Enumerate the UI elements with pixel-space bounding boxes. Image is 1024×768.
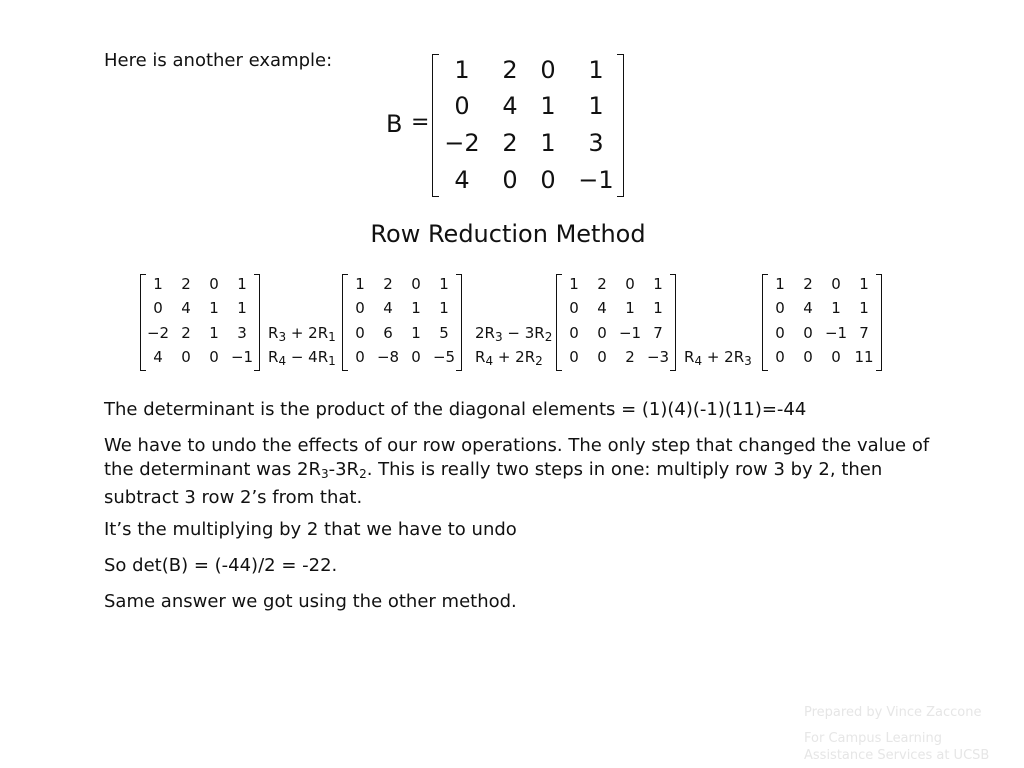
method-title: Row Reduction Method <box>370 220 646 248</box>
step-matrix-cell: 1 <box>653 299 663 317</box>
operation-text: − 3R <box>502 324 545 342</box>
operation-subscript: 3 <box>744 354 752 368</box>
step-matrix-cell: 1 <box>411 299 421 317</box>
step-matrix-cell: −2 <box>146 324 170 342</box>
operation-text: R <box>268 324 279 342</box>
matrix-b-cell: 4 <box>502 92 518 120</box>
step-matrix-cell: 2 <box>383 275 393 293</box>
step-matrix-cell: 7 <box>653 324 663 342</box>
undo-sub-1: 3 <box>320 467 329 481</box>
step-matrix-cell: −1 <box>824 324 848 342</box>
matrix-b-cell: 2 <box>502 56 518 84</box>
undo-sub-2: 2 <box>359 467 367 481</box>
step-matrix-cell: 0 <box>209 275 219 293</box>
step-matrix-cell: 4 <box>153 348 163 366</box>
undo-text-3: . This is really two steps in one: multiply row 3 by 2, then subtract 3 row 2’s from that. <box>104 459 883 508</box>
step-matrix-cell: 7 <box>859 324 869 342</box>
step-matrix-cell: 1 <box>153 275 163 293</box>
operation-text: R <box>475 348 486 366</box>
step-matrix-cell: 3 <box>237 324 247 342</box>
matrix-b-cell: 1 <box>454 56 470 84</box>
step-matrix-cell: 0 <box>209 348 219 366</box>
step-matrix-cell: 0 <box>775 299 785 317</box>
step-matrix-cell: −5 <box>432 348 456 366</box>
same-answer-line: Same answer we got using the other method. <box>104 591 517 612</box>
operation-subscript: 2 <box>544 330 553 344</box>
operation-text: + 2R <box>286 324 329 342</box>
step-matrix-cell: 0 <box>831 348 841 366</box>
row-operation <box>684 347 752 371</box>
step-matrix-cell: 0 <box>569 299 579 317</box>
step-matrix-cell: 2 <box>181 275 191 293</box>
matrix-b-cell: 0 <box>540 166 556 194</box>
step-matrix-cell: 1 <box>831 299 841 317</box>
step-matrix-cell: 4 <box>597 299 607 317</box>
matrix-b-cell: 1 <box>540 129 556 157</box>
matrix-b-cell: 3 <box>588 129 604 157</box>
step-matrix-cell: 1 <box>209 324 219 342</box>
step-matrix-cell: 2 <box>597 275 607 293</box>
operation-subscript: 4 <box>278 354 287 368</box>
matrix-b-cell: −1 <box>578 166 614 194</box>
step-matrix-cell: 1 <box>439 275 449 293</box>
matrix-b-cell: 1 <box>540 92 556 120</box>
matrix-b-cell: −2 <box>444 129 480 157</box>
undo-paragraph <box>104 434 954 510</box>
undo-text-2: -3R <box>328 459 360 480</box>
operation-subscript: 4 <box>694 354 703 368</box>
operation-text: + 2R <box>493 348 536 366</box>
step-matrix-cell: 1 <box>237 299 247 317</box>
step-matrix-cell: 0 <box>597 348 607 366</box>
operation-subscript: 2 <box>535 354 543 368</box>
matrix-b-cell: 1 <box>588 56 604 84</box>
step-matrix-cell: 1 <box>411 324 421 342</box>
step-matrix-cell: 11 <box>854 348 874 366</box>
step-matrix <box>342 274 462 371</box>
step-matrix-cell: 0 <box>569 324 579 342</box>
step-matrix-cell: 1 <box>653 275 663 293</box>
step-matrix-cell: 2 <box>625 348 635 366</box>
step-matrix-cell: 0 <box>625 275 635 293</box>
step-matrix-cell: 2 <box>181 324 191 342</box>
operation-subscript: 1 <box>328 330 336 344</box>
operation-subscript: 3 <box>278 330 287 344</box>
matrix-b-cell: 1 <box>588 92 604 120</box>
step-matrix-cell: 0 <box>355 324 365 342</box>
step-matrix <box>140 274 260 371</box>
step-matrix-cell: 1 <box>237 275 247 293</box>
step-matrix-cell: 0 <box>355 299 365 317</box>
step-matrix-cell: 6 <box>383 324 393 342</box>
step-matrix-cell: 5 <box>439 324 449 342</box>
step-matrix <box>556 274 676 371</box>
matrix-b-cell: 0 <box>502 166 518 194</box>
step-matrix-cell: 1 <box>859 275 869 293</box>
credit-line-2: For Campus Learning <box>804 731 942 746</box>
operation-subscript: 1 <box>328 354 336 368</box>
credit-line-1: Prepared by Vince Zaccone <box>804 705 982 720</box>
undo-text-1: We have to undo the effects of our row operations. The only step that changed the value of the determinant was 2R <box>104 435 930 480</box>
step-matrix-cell: 0 <box>181 348 191 366</box>
det-line: So det(B) = (-44)/2 = -22. <box>104 555 338 576</box>
step-matrix-cell: −1 <box>618 324 642 342</box>
multiply-line: It’s the multiplying by 2 that we have to undo <box>104 519 517 540</box>
step-matrix-cell: 0 <box>569 348 579 366</box>
step-matrix-cell: 0 <box>411 275 421 293</box>
step-matrix-cell: 0 <box>803 324 813 342</box>
operation-text: + 2R <box>702 348 745 366</box>
matrix-b <box>432 54 624 197</box>
step-matrix-cell: 0 <box>831 275 841 293</box>
step-matrix-cell: 0 <box>355 348 365 366</box>
matrix-b-cell: 0 <box>540 56 556 84</box>
step-matrix-cell: 1 <box>439 299 449 317</box>
operation-text: R <box>268 348 279 366</box>
step-matrix-cell: 0 <box>803 348 813 366</box>
step-matrix-cell: 4 <box>803 299 813 317</box>
step-matrix-cell: 1 <box>625 299 635 317</box>
step-matrix-cell: 4 <box>383 299 393 317</box>
operation-text: 2R <box>475 324 495 342</box>
step-matrix-cell: 1 <box>859 299 869 317</box>
step-matrix-cell: 0 <box>153 299 163 317</box>
step-matrix-cell: −3 <box>646 348 670 366</box>
step-matrix-cell: 1 <box>775 275 785 293</box>
row-operation <box>268 347 336 371</box>
step-matrix-cell: 2 <box>803 275 813 293</box>
matrix-b-cell: 4 <box>454 166 470 194</box>
row-operation <box>475 347 543 371</box>
determinant-line: The determinant is the product of the diagonal elements = (1)(4)(-1)(11)=-44 <box>104 399 807 420</box>
operation-subscript: 3 <box>494 330 503 344</box>
step-matrix-cell: 0 <box>775 348 785 366</box>
step-matrix-cell: 0 <box>597 324 607 342</box>
intro-text: Here is another example: <box>104 50 333 71</box>
row-operation <box>475 323 552 347</box>
operation-subscript: 4 <box>485 354 494 368</box>
credit-line-3: Assistance Services at UCSB <box>804 748 990 763</box>
step-matrix-cell: 4 <box>181 299 191 317</box>
equals-sign: = <box>411 110 430 135</box>
row-operation <box>268 323 336 347</box>
matrix-label: B <box>386 110 403 138</box>
step-matrix-cell: 0 <box>411 348 421 366</box>
step-matrix <box>762 274 882 371</box>
matrix-b-cell: 2 <box>502 129 518 157</box>
step-matrix-cell: −8 <box>376 348 400 366</box>
operation-text: R <box>684 348 695 366</box>
step-matrix-cell: 0 <box>775 324 785 342</box>
step-matrix-cell: 1 <box>355 275 365 293</box>
operation-text: − 4R <box>286 348 329 366</box>
step-matrix-cell: 1 <box>209 299 219 317</box>
step-matrix-cell: −1 <box>230 348 254 366</box>
matrix-b-cell: 0 <box>454 92 470 120</box>
step-matrix-cell: 1 <box>569 275 579 293</box>
